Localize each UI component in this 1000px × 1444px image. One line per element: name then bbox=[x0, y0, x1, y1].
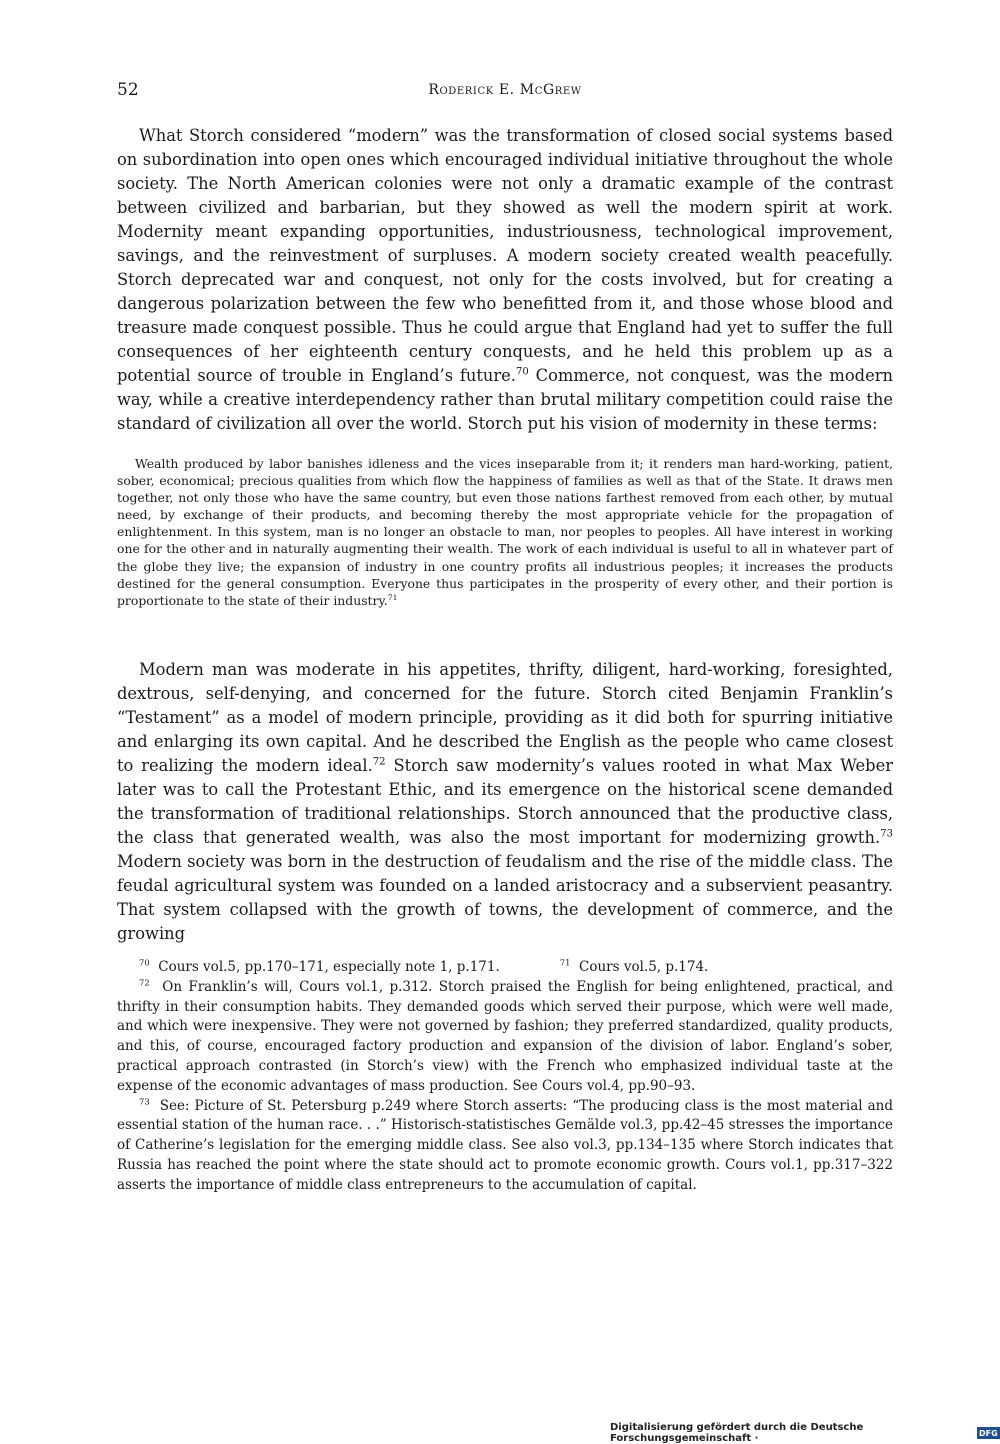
footnote-number: 70 bbox=[139, 957, 150, 968]
footnote-ref-72[interactable]: 72 bbox=[372, 756, 386, 768]
footnote-ref-73[interactable]: 73 bbox=[880, 828, 893, 840]
block-quote bbox=[117, 455, 893, 609]
footnotes bbox=[117, 958, 893, 1196]
footnote-73 bbox=[117, 1097, 893, 1196]
page-header bbox=[117, 80, 893, 104]
dfg-logo-icon: DFG bbox=[977, 1427, 1000, 1439]
paragraph-1-text-continued: Commerce, not conquest, was the modern way, while a creative interdependency rather than brutal military competition could raise the standard of civilization all over the world. Storch put his vision of modernity in these terms: bbox=[117, 366, 894, 433]
footnote-text: Cours vol.5, p.174. bbox=[579, 959, 709, 975]
block-quote-text: Wealth produced by labor banishes idleness and the vices inseparable from it; it renders man hard-working, patient, sober, economical; precious qualities from which flow the happiness of families as well as that of the State. It draws men together, not only those who have the same country, but even those nations farthest removed from each other, by mutual need, by exchange of their products, and becoming thereby the most appropriate vehicle for the propagation of enlightenment. In this system, man is no longer an obstacle to man, nor peoples to peoples. All have interest in working one for the other and in naturally augmenting their wealth. The work of each individual is useful to all in whatever part of the globe they live; the expansion of industry in one country profits all industrious peoples; it increases the products destined for the general consumption. Everyone thus participates in the prosperity of every other, and their portion is proportionate to the state of their industry. bbox=[117, 456, 893, 608]
footnote-ref-70[interactable]: 70 bbox=[516, 366, 529, 378]
paragraph-2 bbox=[117, 658, 893, 946]
footnote-number: 73 bbox=[139, 1096, 150, 1107]
footnote-70 bbox=[139, 958, 500, 978]
page-number: 52 bbox=[117, 80, 139, 100]
paragraph-1-text: What Storch considered “modern” was the transformation of closed social systems based on subordination into open ones which encouraged individual initiative throughout the whole society. The North American colonies were not only a dramatic example of the contrast between civilized and barbarian, but they showed as well the modern spirit at work. Modernity meant expanding opportunities, industriousness, technological improvement, savings, and the reinvestment of surpluses. A modern society created wealth peacefully. Storch deprecated war and conquest, not only for the costs involved, but for creating a dangerous polarization between the few who benefitted from it, and those whose blood and treasure made conquest possible. Thus he could argue that England had yet to suffer the full consequences of her eighteenth century conquests, and he held this problem up as a potential source of trouble in England’s future. bbox=[117, 126, 893, 385]
footnote-row bbox=[117, 958, 893, 978]
paragraph-2-text: Modern man was moderate in his appetites, thrifty, diligent, hard-working, foresighted, dextrous, self-denying, and concerned for the future. Storch cited Benjamin Franklin’s “Testament” as a model of modern principle, providing as it did both for spurring initiative and enlarging its own capital. And he described the English as the people who came closest to realizing the modern ideal. bbox=[117, 660, 893, 775]
footnote-ref-71[interactable]: 71 bbox=[387, 592, 398, 602]
footnote-text: See: Picture of St. Petersburg p.249 where Storch asserts: “The producing class is the most material and essential station of the human race. . .” Historisch-statistisches Gemälde vol.3, pp.42–45 stresses the importance of Catherine’s legislation for the emerging middle class. See also vol.3, pp.134–135 where Storch indicates that Russia has reached the point where the state should act to promote economic growth. Cours vol.1, pp.317–322 asserts the importance of middle class entrepreneurs to the accumulation of capital. bbox=[117, 1097, 893, 1193]
footnote-number: 71 bbox=[559, 957, 571, 968]
footnote-text: Cours vol.5, pp.170–171, especially note 1, p.171. bbox=[158, 959, 500, 975]
paragraph-1 bbox=[117, 124, 893, 436]
paragraph-2-text-end: Modern society was born in the destruction of feudalism and the rise of the middle class. The feudal agricultural system was founded on a landed aristocracy and a subservient peasantry. That system collapsed with the growth of towns, the development of commerce, and the growing bbox=[117, 852, 893, 943]
footnote-72 bbox=[117, 978, 893, 1097]
footer-text: Digitalisierung gefördert durch die Deutsche Forschungsgemeinschaft · bbox=[610, 1422, 864, 1444]
footnote-71 bbox=[560, 958, 709, 978]
running-head: Roderick E. McGrew bbox=[428, 82, 582, 98]
footnote-number: 72 bbox=[139, 977, 150, 988]
paragraph-2-text-continued: Storch saw modernity’s values rooted in what Max Weber later was to call the Protestant Ethic, and its emergence on the historical scene demanded the transformation of traditional relationships. Storch announced that the productive class, the class that generated wealth, was also the most important for modernizing growth. bbox=[117, 756, 893, 847]
footnote-text: On Franklin’s will, Cours vol.1, p.312. Storch praised the English for being enlightened, practical, and thrifty in their consumption habits. They demanded goods which served their purpose, which were well made, and which were inexpensive. They were not governed by fashion; they preferred standardized, quality products, and this, of course, encouraged factory production and expansion of the division of labor. England’s sober, practical approach contrasted (in Storch’s view) with the French who emphasized individual taste at the expense of the economic advantages of mass production. See Cours vol.4, pp.90–93. bbox=[117, 978, 893, 1094]
